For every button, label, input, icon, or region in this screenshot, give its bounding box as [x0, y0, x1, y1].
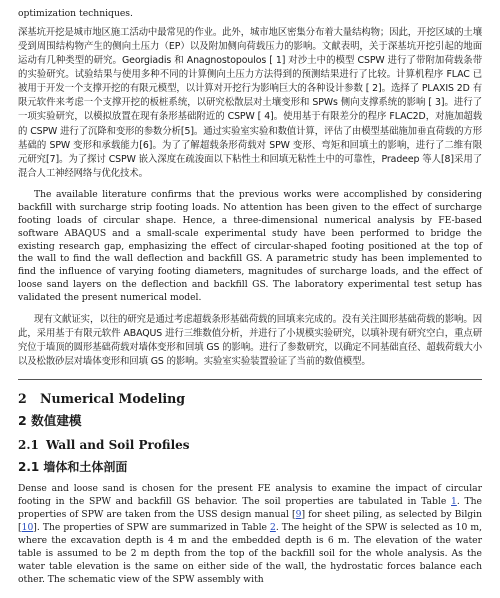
text-run: . The height of the SPW is selected as 10 m, where the excavation depth is 4 m and the embedded depth is 6 m. The elevation of the water table is assumed to be 2 m depth from the top of the backfill soil for the whole analysis. As the water table elevation is the same on either side of the wall, the hydrostatic forces balance each other. The schematic view of the SPW assembly with — [18, 522, 482, 585]
subsection-title-en: Wall and Soil Profiles — [46, 438, 190, 453]
section-title-en: Numerical Modeling — [40, 391, 186, 407]
text-run: ]. The properties of SPW are summarized in Table — [33, 522, 270, 534]
english-paragraph-research-gap: The available literature confirms that the previous works were accomplished by considering backfill with surcharge strip footing loads. No attention has been given to the effect of surcharge footing loads of circular shape. Hence, a three-dimensional numerical analysis by FE-based software ABAQUS and a small-scale experimental study have been performed to bridge the existing research gap, emphasizing the effect of circular-shaped footing positioned at the top of the wall to find the wall deflection and backfill GS. A parametric study has been implemented to find the influence of varying footing diameters, magnitudes of surcharge loads, and the effect of loose sand layers on the deflection and backfill GS. The laboratory experimental test setup has validated the present numerical model. — [18, 188, 482, 304]
carryover-line: optimization techniques. — [18, 8, 133, 19]
table-2-link[interactable]: 2 — [269, 522, 276, 534]
subsection-heading-en — [18, 437, 482, 453]
citation-9-link[interactable]: 9 — [295, 509, 302, 521]
chinese-paragraph-literature: 深基坑开挖是城市地区施工活动中最常见的作业。此外，城市地区密集分布着大量结构物；因此，开挖区域的土壤受到周围结构物产生的侧向土压力（EP）以及附加侧向荷载压力的影响。文献表明，关于深基坑开挖引起的地面运动有几种类型的研究。Georgiadis 和 Anagnostopoulos [ 1] 对沙土中的模型 CSPW 进行了带附加荷载条带的实验研究。试验结果与使用多种不同的计算侧向土压力方法得到的预测结果进行了比较。计算机程序 FLAC 已被用于开发一个支撑开挖的有限元模型，以计算对开挖行为影响巨大的各种设计参数 [ 2]。选择了 PLAXIS 2D 有限元软件来考虑一个支撑开挖的板桩系统，以研究松散层对土壤变形和 SPWs 侧向支撑系统的影响 [ 3]。进行了一项实验研究，以模拟放置在现有条形基础附近的 CSPW [ 4]。使用基于有限差分的程序 FLAC2D，对施加超载的 CSPW 进行了沉降和变形的参数分析[5]。通过实验室实验和数值计算，评估了由模型基础施加垂直荷载的方形基础的 SPW 变形和承载能力[6]。为了了解超载条形荷载对 SPW 变形、弯矩和回填土的影响，进行了二维有限元研究[7]。为了探讨 CSPW 嵌入深度在疏浚面以下粘性土和回填无粘性土中的可靠性，Pradeep 等人[8]采用了混合人工神经网络与优化技术。 — [18, 26, 482, 179]
english-paragraph-wall-soil — [18, 483, 482, 586]
subsection-heading-zh: 2.1 墙体和土体剖面 — [18, 460, 128, 475]
section-number: 2 — [18, 391, 27, 407]
chinese-paragraph-research-gap: 现有文献证实，以往的研究是通过考虑超载条形基础荷载的回填来完成的。没有关注圆形基础荷载的影响。因此，采用基于有限元软件 ABAQUS 进行三维数值分析，并进行了小规模实验研究，以填补现有研究空白，重点研究位于墙顶的圆形基础荷载对墙体变形和回填 GS 的影响。进行了参数研究，以确定不同基础直径、超载荷载大小以及松散砂层对墙体变形和回填 GS 的影响。实验室实验装置验证了当前的数值模型。 — [18, 314, 482, 368]
table-1-link[interactable]: 1 — [451, 496, 457, 508]
subsection-number: 2.1 — [18, 438, 39, 453]
citation-10-link[interactable]: 10 — [21, 522, 34, 534]
text-run: . The properties of SPW are taken from the USS design manual [ — [18, 496, 482, 521]
text-run: ] for sheet piling, as selected by Bilgin [ — [18, 509, 483, 534]
section-heading-zh: 2 数值建模 — [18, 413, 82, 429]
section-heading-en — [18, 391, 482, 407]
section-divider — [18, 379, 482, 380]
text-run: Dense and loose sand is chosen for the present FE analysis to examine the impact of circular footing in the SPW and backfill GS behavior. The soil properties are tabulated in Table — [18, 483, 482, 508]
